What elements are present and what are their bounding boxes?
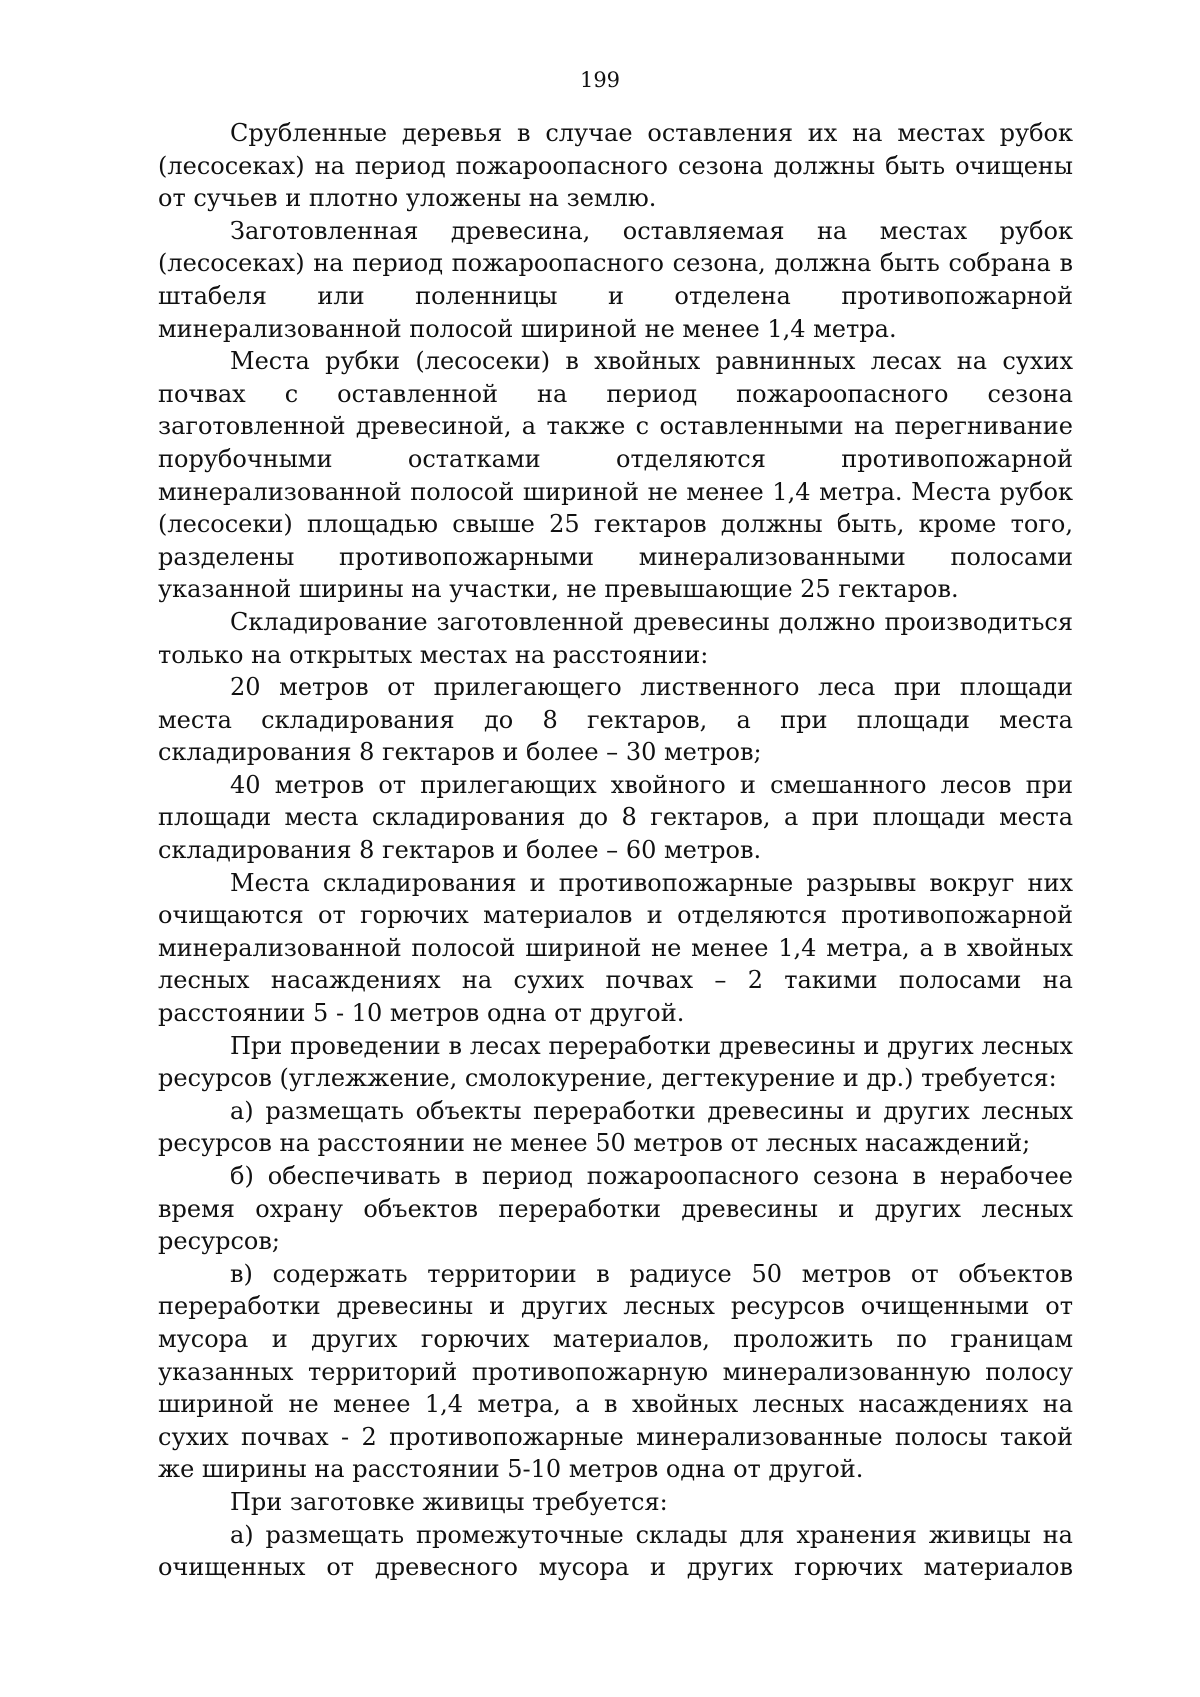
paragraph-resin-harvesting: При заготовке живицы требуется: — [230, 1487, 668, 1516]
page-number: 199 — [579, 68, 621, 92]
document-body — [158, 117, 1073, 1584]
list-item-a-resin: а) размещать промежуточные склады для хранения живицы на очищенных от древесного мусора и других горючих материалов — [158, 1520, 1073, 1582]
paragraph-storage: Складирование заготовленной древесины должно производиться только на открытых местах на расстоянии: — [158, 607, 1073, 669]
paragraph-storage-40m: 40 метров от прилегающих хвойного и смешанного лесов при площади места складирования до 8 гектаров, а при площади места складирования 8 гектаров и более – 60 метров. — [158, 770, 1073, 865]
paragraph-storage-20m: 20 метров от прилегающего лиственного леса при площади места складирования до 8 гектаров, а при площади места складирования 8 гектаров и более – 30 метров; — [158, 673, 1073, 767]
paragraph-harvested-wood: Заготовленная древесина, оставляемая на местах рубок (лесосеках) на период пожароопасного сезона, должна быть собрана в штабеля или поленницы и отделена противопожарной минерализованной полосой шириной не менее 1,4 метра. — [158, 216, 1073, 343]
paragraph-cutting-sites: Места рубки (лесосеки) в хвойных равнинных лесах на сухих почвах с оставленной на период пожароопасного сезона заготовленной древесиной, а также с оставленными на перегнивание порубочными остатками отделяются противопожарной минерализованной полосой шириной не менее 1,4 метра. Места рубок (лесосеки) площадью свыше 25 гектаров должны быть, кроме того, разделены противопожарными минерализованными полосами указанной ширины на участки, не превышающие 25 гектаров. — [158, 347, 1073, 604]
paragraph-felled-trees: Срубленные деревья в случае оставления их на местах рубок (лесосеках) на период пожароопасного сезона должны быть очищены от сучьев и плотно уложены на землю. — [158, 119, 1073, 213]
paragraph-processing: При проведении в лесах переработки древесины и других лесных ресурсов (углежжение, смолокурение, дегтекурение и др.) требуется: — [158, 1031, 1073, 1093]
list-item-b: б) обеспечивать в период пожароопасного сезона в нерабочее время охрану объектов переработки древесины и других лесных ресурсов; — [158, 1162, 1073, 1256]
paragraph-storage-sites-cleaning: Места складирования и противопожарные разрывы вокруг них очищаются от горючих материалов и отделяются противопожарной минерализованной полосой шириной не менее 1,4 метра, а в хвойных лесных насаждениях на сухих почвах – 2 такими полосами на расстоянии 5 - 10 метров одна от другой. — [158, 868, 1073, 1028]
list-item-a: а) размещать объекты переработки древесины и других лесных ресурсов на расстоянии не менее 50 метров от лесных насаждений; — [158, 1096, 1073, 1158]
list-item-v: в) содержать территории в радиусе 50 метров от объектов переработки древесины и других лесных ресурсов очищенными от мусора и других горючих материалов, проложить по границам указанных территорий противопожарную минерализованную полосу шириной не менее 1,4 метра, а в хвойных лесных насаждениях на сухих почвах - 2 противопожарные минерализованные полосы такой же ширины на расстоянии 5-10 метров одна от другой. — [158, 1259, 1073, 1484]
